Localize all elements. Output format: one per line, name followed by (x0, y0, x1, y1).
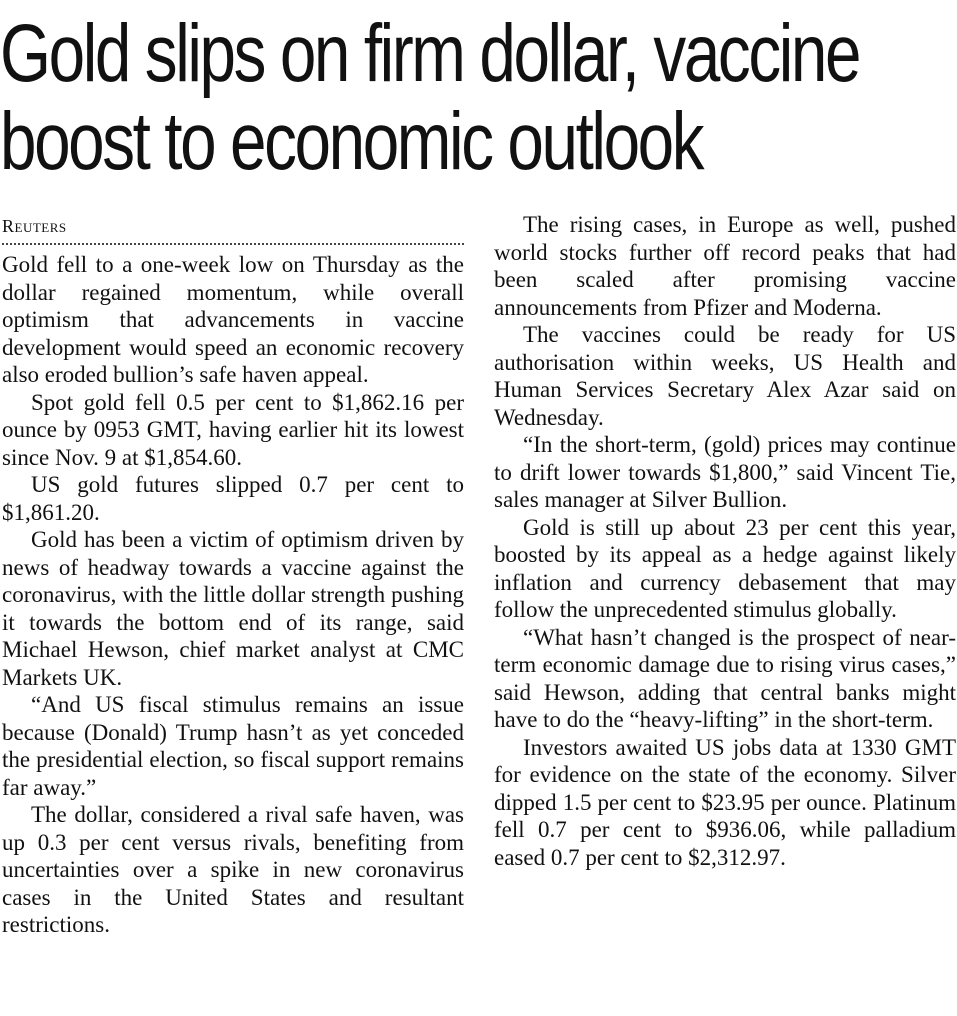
byline (2, 211, 464, 245)
paragraph: Spot gold fell 0.5 per cent to $1,862.16 per ounce by 0953 GMT, having earlier hit its lowest since Nov. 9 at $1,854.60. (2, 389, 464, 470)
paragraph: The rising cases, in Europe as well, pushed world stocks further off record peaks that had been scaled after promising vaccine announcements from Pfizer and Moderna. (494, 212, 956, 320)
byline-text: Reuters (2, 216, 67, 236)
headline-line-2: boost to economic outlook (0, 96, 703, 187)
paragraph: Gold has been a victim of optimism driven by news of headway towards a vaccine against the coronavirus, with the little dollar strength pushing it towards the bottom end of its range, said Michael Hewson, chief market analyst at CMC Markets UK. (2, 527, 464, 690)
paragraph: US gold futures slipped 0.7 per cent to $1,861.20. (2, 472, 464, 525)
article-column-left (2, 211, 464, 939)
paragraph: “And US fiscal stimulus remains an issue because (Donald) Trump hasn’t as yet conceded the presidential election, so fiscal support remains far away.” (2, 692, 464, 800)
paragraph: Gold is still up about 23 per cent this year, boosted by its appeal as a hedge against likely inflation and currency debasement that may follow the unprecedented stimulus globally. (494, 514, 956, 622)
article-column-right (494, 211, 956, 871)
paragraph: Investors awaited US jobs data at 1330 GMT for evidence on the state of the economy. Silver dipped 1.5 per cent to $23.95 per ounce. Platinum fell 0.7 per cent to $936.06, while palladium eased 0.7 per cent to $2,312.97. (494, 734, 956, 870)
paragraph: “In the short-term, (gold) prices may continue to drift lower towards $1,800,” said Vincent Tie, sales manager at Silver Bullion. (494, 432, 956, 512)
paragraph: Gold fell to a one-week low on Thursday as the dollar regained momentum, while overall optimism that advancements in vaccine development would speed an economic recovery also eroded bullion’s safe haven appeal. (2, 252, 464, 387)
article-headline (0, 10, 957, 186)
paragraph: The vaccines could be ready for US authorisation within weeks, US Health and Human Services Secretary Alex Azar said on Wednesday. (494, 322, 956, 430)
headline-line-1: Gold slips on firm dollar, vaccine (0, 8, 860, 99)
paragraph: “What hasn’t changed is the prospect of near-term economic damage due to rising virus cases,” said Hewson, adding that central banks might have to do the “heavy-lifting” in the short-term. (494, 624, 956, 732)
paragraph: The dollar, considered a rival safe haven, was up 0.3 per cent versus rivals, benefiting from uncertainties over a spike in new coronavirus cases in the United States and resultant restrictions. (2, 802, 464, 937)
